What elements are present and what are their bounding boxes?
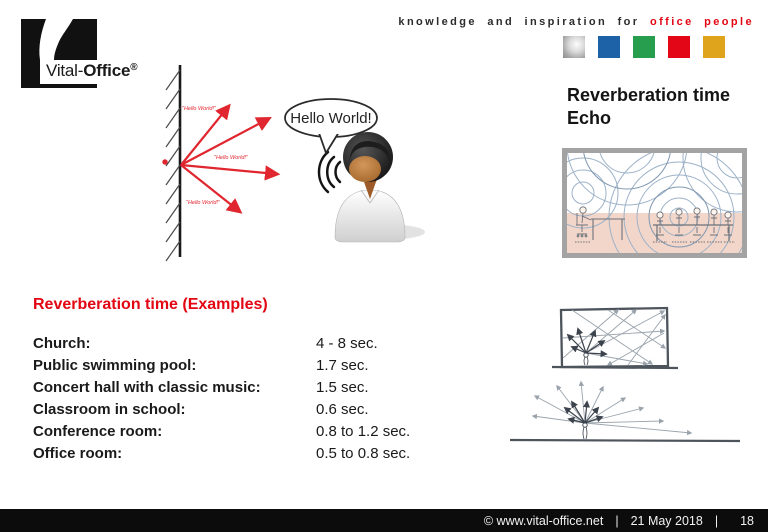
speech-bubble-text: Hello World!	[290, 110, 372, 127]
sketch-room-reflections	[548, 303, 683, 375]
light-rays	[563, 310, 665, 365]
footer-bar	[0, 509, 768, 532]
light-rays	[533, 382, 691, 433]
sound-source-dot	[162, 159, 167, 164]
examples-heading: Reverberation time (Examples)	[33, 296, 268, 313]
ground-line	[510, 440, 740, 441]
examples-table	[33, 333, 410, 465]
source-arrows	[568, 329, 606, 365]
footer-copyright: © www.vital-office.net	[483, 513, 604, 528]
palette-square-red	[668, 36, 690, 58]
example-value: 0.6 sec.	[316, 401, 369, 418]
palette-square-silver	[563, 36, 585, 58]
palette-square-gold	[703, 36, 725, 58]
speaker-avatar	[335, 132, 425, 242]
palette-square-blue	[598, 36, 620, 58]
echo-label-2: "Hello World!"	[214, 155, 248, 161]
section-title	[567, 84, 730, 130]
logo-text-light: Vital-	[46, 61, 84, 80]
table-row	[33, 333, 410, 355]
registered-mark: ®	[130, 62, 138, 73]
palette-square-green	[633, 36, 655, 58]
sound-waves-icon	[319, 152, 340, 192]
example-value: 0.5 to 0.8 sec.	[316, 445, 411, 462]
table-row	[33, 443, 410, 465]
tagline-black: knowledge and inspiration for	[398, 16, 640, 28]
table-row	[33, 355, 410, 377]
room-diagram	[567, 153, 742, 253]
example-label: Classroom in school:	[33, 401, 186, 418]
example-label: Church:	[33, 335, 91, 352]
sketch-free-field	[505, 378, 750, 450]
table-row	[33, 421, 410, 443]
example-value: 4 - 8 sec.	[316, 335, 378, 352]
example-label: Concert hall with classic music:	[33, 379, 261, 396]
echo-wall-illustration	[130, 60, 450, 270]
room-floor-line	[552, 367, 678, 368]
tagline-red: office people	[649, 16, 754, 28]
section-title-line1: Reverberation time	[567, 85, 731, 105]
tagline	[398, 16, 754, 28]
example-label: Office room:	[33, 445, 123, 462]
reverberation-room-image	[562, 148, 747, 258]
example-value: 1.7 sec.	[316, 357, 369, 374]
wall	[166, 65, 180, 261]
footer-separator: |	[615, 513, 619, 528]
echo-label-1: "Hello World!"	[182, 106, 216, 112]
brand-color-squares	[563, 36, 725, 58]
logo-wordmark	[46, 61, 137, 81]
avatar-face	[349, 156, 381, 182]
table-row	[33, 377, 410, 399]
logo-text-bold: Office	[83, 61, 131, 80]
footer-page-number: 18	[740, 513, 754, 528]
example-value: 0.8 to 1.2 sec.	[316, 423, 411, 440]
table-row	[33, 399, 410, 421]
echo-label-3: "Hello World!"	[186, 200, 220, 206]
example-label: Conference room:	[33, 423, 163, 440]
footer-separator: |	[714, 513, 719, 528]
example-label: Public swimming pool:	[33, 357, 197, 374]
section-title-line2: Echo	[567, 108, 612, 128]
example-value: 1.5 sec.	[316, 379, 369, 396]
footer-date: 21 May 2018	[630, 513, 703, 528]
